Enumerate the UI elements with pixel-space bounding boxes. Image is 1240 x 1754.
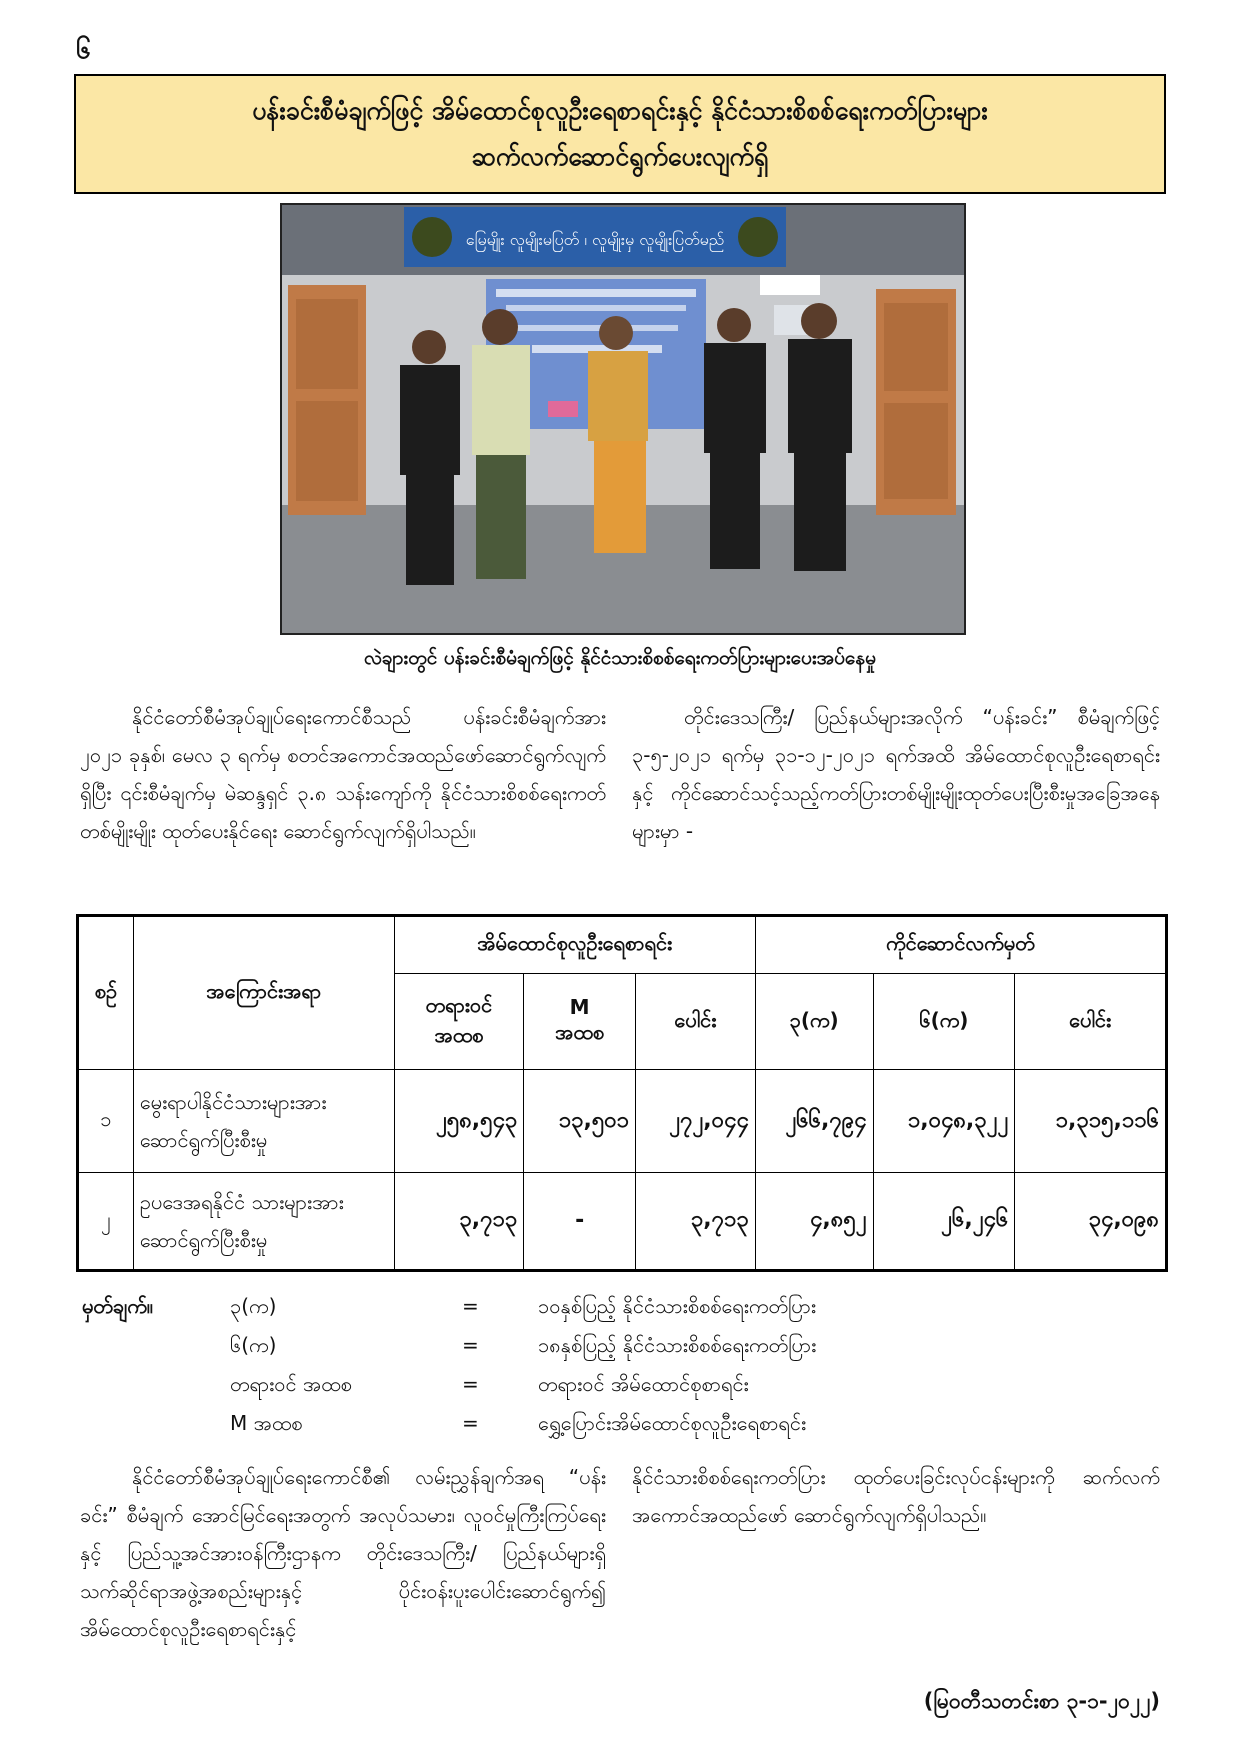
photo-caption: လဲချားတွင် ပန်းခင်းစီမံချက်ဖြင့် နိုင်ငံသားစိစစ်ရေးကတ်ပြားများပေးအပ်နေမှု (364, 647, 876, 669)
note-equals: = (462, 1372, 479, 1396)
cell-legal-household: ၃,၇၁၃ (394, 1172, 524, 1270)
cell-6ka: ၂၆,၂၄၆ (873, 1172, 1015, 1270)
note-equals: = (462, 1333, 479, 1357)
row-no: ၁ (78, 1070, 134, 1172)
note-row (82, 1287, 816, 1326)
statistics-table (76, 914, 1168, 1272)
cell-household-total: ၃,၇၁၃ (636, 1172, 756, 1270)
row-description (133, 1172, 394, 1270)
note-value: ရွှေ့ပြောင်းအိမ်ထောင်စုလူဦးရေစာရင်း (538, 1411, 807, 1435)
row-description-l2: ဆောင်ရွက်ပြီးစီးမှု (139, 1128, 268, 1153)
headline-line-2: ဆက်လက်ဆောင်ရွက်ပေးလျက်ရှိ (471, 142, 769, 171)
headline-line-1: ပန်းခင်းစီမံချက်ဖြင့် အိမ်ထောင်စုလူဦးရေစာရင်းနှင့် နိုင်ငံသားစိစစ်ရေးကတ်ပြားများ (252, 96, 988, 125)
header-m-household (524, 974, 636, 1070)
header-legal-household-l2: အထစ (434, 1022, 484, 1047)
table-row (78, 1070, 1167, 1172)
cell-m-household: ၁၃,၅၀၁ (524, 1070, 636, 1172)
note-equals: = (462, 1411, 479, 1435)
header-m-household-l1: M (569, 994, 590, 1019)
body-column-left (80, 698, 606, 850)
row-description-l1: ဥပဒေအရနိုင်ငံ သားများအား (139, 1189, 344, 1214)
note-value: ၁၈နှစ်ပြည့် နိုင်ငံသားစိစစ်ရေးကတ်ပြား (538, 1333, 817, 1357)
header-subject: အကြောင်းအရာ (133, 916, 394, 1070)
note-key: တရားဝင် အထစ (230, 1372, 352, 1396)
closing-column-left (80, 1458, 606, 1648)
cell-certificate-total: ၃၄,၀၉၈ (1015, 1172, 1167, 1270)
header-3ka: ၃(က) (755, 974, 873, 1070)
table-row (78, 1172, 1167, 1270)
cell-household-total: ၂၇၂,၀၄၄ (636, 1070, 756, 1172)
banner-text: မြေမျိုး လူမျိုးမပြတ် ၊ လူမျိုးမှ လူမျိုးပြတ်မည် (465, 230, 725, 249)
row-description-l2: ဆောင်ရွက်ပြီးစီးမှု (139, 1227, 268, 1252)
note-value: ၁၀နှစ်ပြည့် နိုင်ငံသားစိစစ်ရေးကတ်ပြား (538, 1294, 816, 1318)
cell-6ka: ၁,၀၄၈,၃၂၂ (873, 1070, 1015, 1172)
photo-illustration (282, 205, 964, 633)
body-column-right (632, 698, 1160, 850)
body-paragraph-1: နိုင်ငံတော်စီမံအုပ်ချုပ်ရေးကောင်စီသည် ပန်းခင်းစီမံချက်အား ၂၀၂၁ ခုနှစ်၊ မေလ ၃ ရက်မှ စတင်အကောင်အထည်ဖော်ဆောင်ရွက်လျက်ရှိပြီး ၎င်းစီမံချက်မှ မဲဆန္ဒရှင် ၃.၈ သန်းကျော်ကို နိုင်ငံသားစိစစ်ရေးကတ်တစ်မျိုးမျိုး ထုတ်ပေးနိုင်ရေး ဆောင်ရွက်လျက်ရှိပါသည်။ (80, 705, 606, 843)
note-row (82, 1404, 816, 1443)
closing-paragraph: နိုင်ငံတော်စီမံအုပ်ချုပ်ရေးကောင်စီ၏ လမ်းညွှန်ချက်အရ “ပန်းခင်း” စီမံချက် အောင်မြင်ရေးအတွက် အလုပ်သမား၊ လူဝင်မှုကြီးကြပ်ရေးနှင့် ပြည်သူ့အင်အားဝန်ကြီးဌာနက တိုင်းဒေသကြီး/ ပြည်နယ်များရှိ သက်ဆိုင်ရာအဖွဲ့အစည်းများနှင့် ပိုင်းဝန်းပူးပေါင်းဆောင်ရွက်၍ အိမ်ထောင်စုလူဦးရေစာရင်းနှင့် (80, 1465, 606, 1641)
note-row (82, 1326, 816, 1365)
header-no: စဉ် (78, 916, 134, 1070)
source-citation: (မြဝတီသတင်းစာ ၃-၁-၂၀၂၂) (923, 1689, 1160, 1713)
note-key: M အထစ (230, 1411, 303, 1435)
header-legal-household (394, 974, 524, 1070)
notes (82, 1287, 816, 1443)
cell-3ka: ၂၆၆,၇၉၄ (755, 1070, 873, 1172)
header-6ka: ၆(က) (873, 974, 1015, 1070)
cell-legal-household: ၂၅၈,၅၄၃ (394, 1070, 524, 1172)
note-value: တရားဝင် အိမ်ထောင်စုစာရင်း (538, 1372, 749, 1396)
row-description (133, 1070, 394, 1172)
body-paragraph-2: တိုင်းဒေသကြီး/ ပြည်နယ်များအလိုက် “ပန်းခင်း” စီမံချက်ဖြင့် ၃-၅-၂၀၂၁ ရက်မှ ၃၁-၁၂-၂၀၂၁ ရက်အထိ အိမ်ထောင်စုလူဦးရေစာရင်းနှင့် ကိုင်ဆောင်သင့်သည့်ကတ်ပြားတစ်မျိုးမျိုးထုတ်ပေးပြီးစီးမှုအခြေအနေများမှာ - (632, 705, 1160, 843)
header-certificate-total: ပေါင်း (1015, 974, 1167, 1070)
note-key: ၃(က) (230, 1294, 277, 1318)
cell-m-household: - (524, 1172, 636, 1270)
header-m-household-l2: အထစ (555, 1019, 605, 1044)
notes-label: မှတ်ချက်။ (82, 1294, 153, 1318)
header-legal-household-l1: တရားဝင် (425, 992, 493, 1017)
closing-column-right (632, 1458, 1160, 1534)
note-row (82, 1365, 816, 1404)
cell-certificate-total: ၁,၃၁၅,၁၁၆ (1015, 1070, 1167, 1172)
row-no: ၂ (78, 1172, 134, 1270)
note-equals: = (462, 1294, 479, 1318)
news-photo (280, 203, 966, 635)
row-description-l1: မွေးရာပါနိုင်ငံသားများအား (139, 1090, 327, 1115)
header-household-list: အိမ်ထောင်စုလူဦးရေစာရင်း (394, 916, 755, 974)
cell-3ka: ၄,၈၅၂ (755, 1172, 873, 1270)
header-held-certificate: ကိုင်ဆောင်လက်မှတ် (755, 916, 1166, 974)
closing-paragraph-continued: နိုင်ငံသားစိစစ်ရေးကတ်ပြား ထုတ်ပေးခြင်းလုပ်ငန်းများကို ဆက်လက်အကောင်အထည်ဖော် ဆောင်ရွက်လျက်ရှိပါသည်။ (632, 1465, 1160, 1527)
headline-box (74, 74, 1166, 194)
note-key: ၆(က) (230, 1333, 277, 1357)
header-household-total: ပေါင်း (636, 974, 756, 1070)
page-number: ၆ (76, 35, 91, 65)
